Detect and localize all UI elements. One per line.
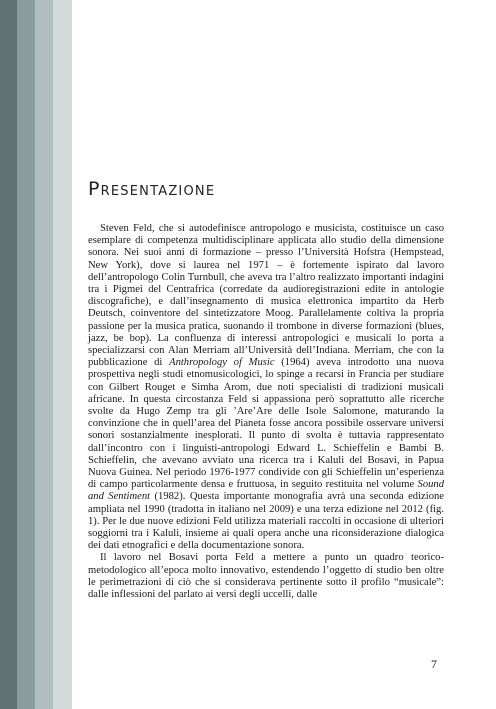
decorative-side-stripes (0, 0, 72, 709)
stripe-light (35, 0, 53, 709)
book-title-anthropology-of-music: Anthropology of Music (169, 357, 275, 369)
book-title-sound-and-sentiment: Sound and Sentiment (88, 479, 444, 503)
stripe-dark (0, 0, 17, 709)
page-number: 7 (431, 657, 437, 671)
stripe-medium (17, 0, 35, 709)
stripe-lightest (53, 0, 72, 709)
page-title: Presentazione (88, 178, 216, 200)
paragraph-2: Il lavoro nel Bosavi porta Feld a mettere a punto un quadro teorico-metodologico all’epoca molto innovativo, estendendo l’oggetto di studio ben oltre le perimetrazioni di ciò che si consideravа pertinente sotto il profilo “musicale”: dalle inflessioni del parlato ai versi degli uccelli, dalle (88, 552, 444, 601)
body-text (88, 223, 444, 601)
paragraph-1: Steven Feld, che si autodefinisce antropologo e musicista, costituisce un caso esemplare di competenza multidisciplinare applicata allo studio della dimensione sonora. Nei suoi anni di formazione – presso l’Università Hofstra (Hempstead, New York), dove si laurea nel 1971 – è fortemente ispirato dal lavoro dell’antropologo Colin Turnbull, che aveva tra l’altro realizzato importanti indagini tra i Pigmei del Centrafrica (corredate da audioregistrazioni edite in antologie discografiche), e dall’insegnamento di musica elettronica impartito da Herb Deutsch, coinventore del sintetizzatore Moog. Parallelamente coltiva la propria passione per la musica pratica, suonando il trombone in diverse formazioni (blues, jazz, be bop). La confluenza di interessi antropologici e musicali lo porta a specializzarsi con Alan Merriam all’Università dell’Indiana. Merriam, che con la pubblicazione di Anthropology of Music (1964) aveva introdotto una nuova prospettiva negli studi etnomusicologici, lo spinge a recarsi in Francia per studiare con Gilbert Rouget e Simha Arom, due noti specialisti di tradizioni musicali africane. In questa circostanza Feld si appassiona però soprattutto alle ricerche svolte da Hugo Zemp tra gli ’Are’Are delle Isole Salomone, maturando la convinzione che in quell’area del Pianeta fosse ancora possibile osservare universi sonori sostanzialmente inesplorati. Il punto di svolta è tuttavia rappresentato dall’incontro con i linguisti-antropologi Edward L. Schieffelin e Bambi B. Schieffelin, che avevano avviato una ricerca tra i Kaluli del Bosavi, in Papua Nuova Guinea. Nel periodo 1976-1977 condivide con gli Schieffelin un’esperienza di campo particolarmente densa e fruttuosa, in seguito restituita nel volume Sound and Sentiment (1982). Questa importante monografia avrà una seconda edizione ampliata nel 1990 (tradotta in italiano nel 2009) e una terza edizione nel 2012 (fig. 1). Per le due nuove edizioni Feld utilizza materiali raccolti in occasione di ulteriori soggiorni tra i Kaluli, insieme ai quali opera anche una riconsiderazione dialogica dei dati etnografici e della documentazione sonora. (88, 223, 445, 552)
